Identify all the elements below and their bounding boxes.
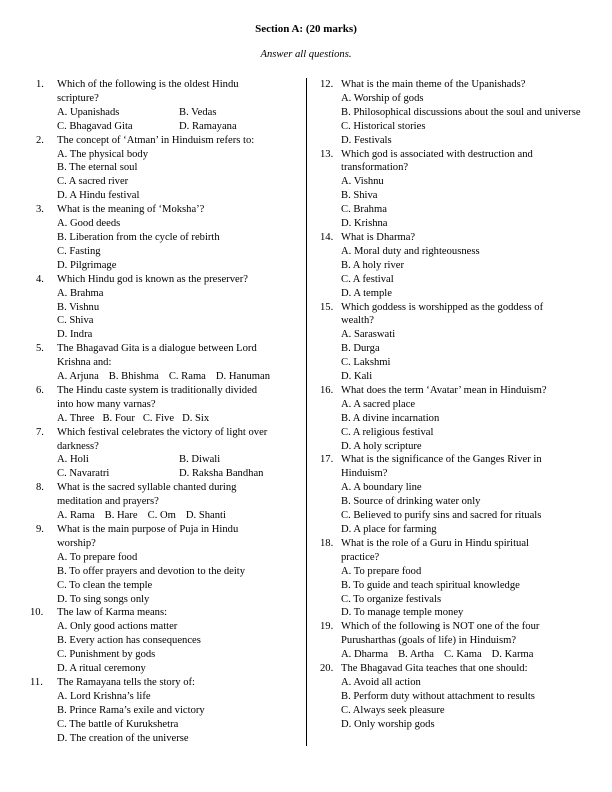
option-c: C. A religious festival: [341, 426, 434, 438]
question-text-line: What does the term ‘Avatar’ mean in Hinduism?: [341, 384, 547, 396]
question-8: [36, 481, 300, 523]
question-text-line: darkness?: [57, 440, 99, 452]
question-text-line: What is the main theme of the Upanishads?: [341, 79, 526, 90]
option-d: D. Karma: [491, 649, 534, 661]
question-text-line: Which of the following is NOT one of the four: [341, 621, 540, 633]
option-b: B. Vishnu: [57, 301, 100, 313]
option-c: C. Five: [142, 412, 175, 424]
option-row: [57, 120, 300, 134]
question-text-line: Which Hindu god is known as the preserver?: [57, 273, 248, 285]
option-row: [57, 370, 300, 384]
question-number: 13.: [320, 148, 334, 160]
option-c: C. Bhagavad Gita: [57, 120, 133, 132]
question-13: [320, 148, 582, 231]
option-b: B. Artha: [398, 649, 434, 661]
question-number: 1.: [36, 79, 44, 90]
option-a: A. A sacred place: [341, 398, 416, 410]
option-a: A. A boundary line: [341, 482, 422, 494]
question-text-line: Which festival celebrates the victory of light over: [57, 426, 268, 438]
question-number: 4.: [36, 273, 44, 285]
option-a: A. Saraswati: [341, 329, 396, 341]
option-c: C. To organize festivals: [341, 593, 442, 605]
question-16: [320, 384, 582, 454]
option-row: [57, 106, 300, 120]
option-a: A. Three: [57, 412, 95, 424]
question-text-line: What is the role of a Guru in Hindu spiritual: [341, 537, 529, 549]
question-2: [36, 134, 300, 204]
option-b: B. To offer prayers and devotion to the deity: [57, 565, 246, 577]
option-b: B. Four: [102, 412, 135, 424]
question-text-line: The Bhagavad Gita is a dialogue between Lord: [57, 343, 257, 355]
option-d: D. Kali: [341, 371, 373, 383]
section-instruction: Answer all questions.: [260, 49, 352, 60]
option-b: B. Perform duty without attachment to results: [341, 690, 535, 702]
option-row: [57, 453, 300, 467]
option-c: C. Om: [147, 510, 176, 522]
question-text-line: Hinduism?: [341, 468, 388, 480]
option-a: A. Vishnu: [341, 176, 384, 188]
question-number: 20.: [320, 663, 334, 675]
question-text-line: practice?: [341, 551, 380, 563]
option-a: A. Rama: [57, 510, 95, 522]
question-number: 15.: [320, 301, 334, 313]
option-row: [341, 648, 582, 662]
option-b: B. Durga: [341, 343, 380, 355]
option-a: A. Moral duty and righteousness: [341, 245, 480, 257]
question-text-line: What is the sacred syllable chanted during: [57, 482, 237, 494]
option-b: B. Shiva: [341, 190, 378, 202]
question-15: [320, 301, 582, 384]
question-number: 7.: [36, 426, 44, 438]
question-text-line: What is the meaning of ‘Moksha’?: [57, 204, 205, 216]
right-column: [320, 78, 582, 732]
question-text-line: meditation and prayers?: [57, 496, 159, 508]
option-c: C. A sacred river: [57, 176, 129, 188]
question-18: [320, 537, 582, 620]
question-text-line: Krishna and:: [57, 357, 112, 369]
option-a: A. Arjuna: [57, 371, 99, 383]
question-text-line: The concept of ‘Atman’ in Hinduism refers to:: [57, 134, 255, 146]
option-b: B. Vedas: [179, 106, 217, 118]
option-a: A. Holi: [57, 454, 89, 466]
option-d: D. Hanuman: [215, 371, 271, 383]
option-d: D. Krishna: [341, 218, 388, 230]
option-a: A. To prepare food: [341, 565, 422, 577]
option-b: B. Hare: [104, 510, 138, 522]
option-b: B. Prince Rama’s exile and victory: [57, 704, 205, 716]
question-5: [36, 342, 300, 384]
question-text-line: Which god is associated with destruction and: [341, 148, 533, 160]
column-divider: [306, 78, 307, 746]
section-title: Section A: (20 marks): [255, 23, 357, 35]
option-a: A. Upanishads: [57, 106, 120, 118]
option-a: A. The physical body: [57, 148, 149, 160]
option-row: [57, 509, 300, 523]
option-d: D. A place for farming: [341, 524, 437, 535]
option-b: B. Liberation from the cycle of rebirth: [57, 231, 220, 243]
question-text-line: scripture?: [57, 92, 99, 104]
question-number: 19.: [320, 621, 334, 633]
option-b: B. Diwali: [179, 454, 221, 466]
question-number: 16.: [320, 384, 334, 396]
question-number: 9.: [36, 524, 44, 535]
option-b: B. A holy river: [341, 259, 404, 271]
question-number: 8.: [36, 482, 44, 494]
question-19: [320, 620, 582, 662]
question-text-line: Which goddess is worshipped as the goddess of: [341, 301, 544, 313]
option-b: B. Source of drinking water only: [341, 496, 481, 508]
option-c: C. Shiva: [57, 315, 94, 327]
option-row: [57, 412, 300, 426]
question-text-line: transformation?: [341, 162, 409, 174]
option-row: [57, 467, 300, 481]
option-c: C. Punishment by gods: [57, 649, 156, 661]
question-text-line: What is Dharma?: [341, 231, 416, 243]
option-d: D. The creation of the universe: [57, 732, 189, 744]
question-number: 12.: [320, 79, 334, 90]
option-c: C. Fasting: [57, 245, 101, 257]
question-17: [320, 453, 582, 536]
option-b: B. The eternal soul: [57, 162, 138, 174]
option-c: C. Rama: [168, 371, 206, 383]
option-a: A. Only good actions matter: [57, 621, 178, 633]
question-text-line: Which of the following is the oldest Hindu: [57, 79, 239, 90]
option-d: D. To sing songs only: [57, 593, 150, 605]
option-c: C. To clean the temple: [57, 579, 153, 591]
question-text-line: wealth?: [341, 315, 374, 327]
question-3: [36, 203, 300, 273]
option-b: B. Philosophical discussions about the soul and universe: [341, 106, 581, 118]
question-number: 17.: [320, 454, 334, 466]
question-10: [30, 606, 300, 676]
question-number: 14.: [320, 231, 334, 243]
question-number: 18.: [320, 537, 334, 549]
option-d: D. Only worship gods: [341, 718, 435, 730]
option-d: D. A ritual ceremony: [57, 663, 146, 675]
option-c: C. Believed to purify sins and sacred for rituals: [341, 510, 542, 522]
option-d: D. A temple: [341, 287, 392, 299]
option-d: D. Indra: [57, 329, 93, 341]
option-b: B. To guide and teach spiritual knowledge: [341, 579, 520, 591]
option-b: B. A divine incarnation: [341, 412, 440, 424]
question-9: [36, 523, 300, 606]
option-c: C. Always seek pleasure: [341, 704, 445, 716]
question-number: 2.: [36, 134, 44, 146]
question-7: [36, 426, 300, 482]
question-11: [30, 676, 300, 746]
option-d: D. To manage temple money: [341, 607, 464, 619]
option-c: C. Navaratri: [57, 468, 110, 480]
question-text-line: The Hindu caste system is traditionally divided: [57, 384, 258, 396]
question-number: 3.: [36, 204, 44, 216]
option-a: A. Good deeds: [57, 218, 121, 230]
question-4: [36, 273, 300, 343]
question-text-line: into how many varnas?: [57, 398, 156, 410]
question-number: 6.: [36, 384, 44, 396]
option-d: D. Festivals: [341, 134, 392, 146]
question-text-line: What is the main purpose of Puja in Hindu: [57, 524, 239, 535]
option-a: A. To prepare food: [57, 551, 138, 563]
option-c: C. Lakshmi: [341, 357, 391, 369]
option-d: D. Ramayana: [179, 120, 237, 132]
question-number: 11.: [30, 676, 43, 688]
option-d: D. Raksha Bandhan: [179, 468, 264, 480]
option-a: A. Lord Krishna’s life: [57, 690, 151, 702]
question-6: [36, 384, 300, 426]
option-d: D. A holy scripture: [341, 440, 422, 452]
question-text-line: The Bhagavad Gita teaches that one should:: [341, 663, 528, 675]
option-b: B. Bhishma: [108, 371, 159, 383]
question-20: [320, 662, 582, 732]
left-column: [30, 78, 300, 746]
option-c: C. Brahma: [341, 204, 387, 216]
option-b: B. Every action has consequences: [57, 635, 201, 647]
question-1: [36, 78, 300, 134]
option-c: C. Kama: [443, 649, 482, 661]
question-text-line: What is the significance of the Ganges River in: [341, 454, 542, 466]
option-d: D. Six: [182, 412, 210, 424]
option-c: C. Historical stories: [341, 120, 426, 132]
option-d: D. A Hindu festival: [57, 190, 140, 202]
option-a: A. Dharma: [341, 649, 389, 661]
option-a: A. Worship of gods: [341, 92, 424, 104]
option-c: C. The battle of Kurukshetra: [57, 718, 179, 730]
question-text-line: Purusharthas (goals of life) in Hinduism?: [341, 635, 517, 647]
question-number: 5.: [36, 343, 44, 355]
question-text-line: The law of Karma means:: [57, 607, 168, 619]
option-d: D. Shanti: [185, 510, 226, 522]
question-14: [320, 231, 582, 301]
question-text-line: The Ramayana tells the story of:: [57, 676, 195, 688]
question-number: 10.: [30, 607, 44, 619]
option-a: A. Avoid all action: [341, 676, 421, 688]
option-d: D. Pilgrimage: [57, 259, 117, 271]
question-12: [320, 78, 582, 148]
question-text-line: worship?: [57, 537, 96, 549]
option-a: A. Brahma: [57, 287, 104, 299]
option-c: C. A festival: [341, 273, 394, 285]
